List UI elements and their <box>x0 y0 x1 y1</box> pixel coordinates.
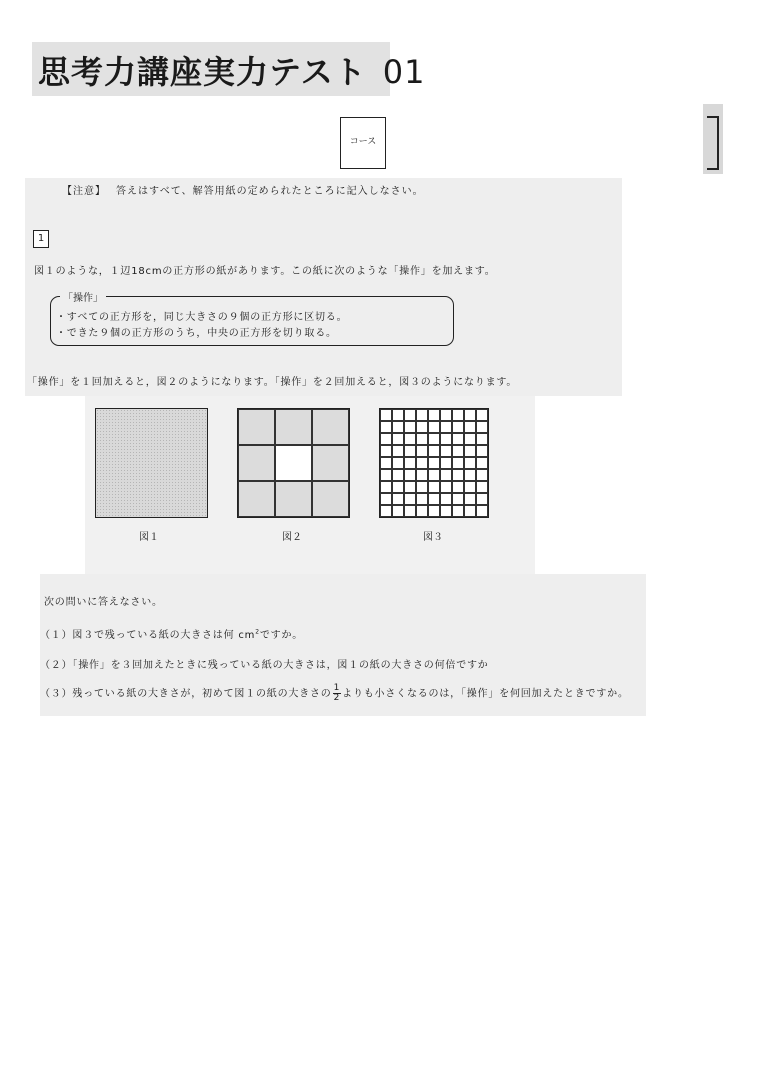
grid-cell <box>440 421 452 433</box>
grid-cell <box>380 505 392 517</box>
grid-cell <box>440 469 452 481</box>
fraction-numerator: 1 <box>333 683 341 693</box>
question-3-before: （３）残っている紙の大きさが，初めて図１の紙の大きさの <box>40 688 332 700</box>
grid-cell <box>428 481 440 493</box>
grid-cell <box>452 481 464 493</box>
grid-cell <box>464 421 476 433</box>
figure-2 <box>237 408 350 518</box>
edge-bracket-box <box>703 104 723 174</box>
grid-cell <box>404 421 416 433</box>
grid-cell <box>380 409 392 421</box>
grid-cell <box>238 445 275 481</box>
grid-cell <box>416 421 428 433</box>
question-2: （２）「操作」を３回加えたときに残っている紙の大きさは，図１の紙の大きさの何倍ですか <box>40 660 489 671</box>
grid-cell <box>476 445 488 457</box>
operation-item-1: ・すべての正方形を，同じ大きさの９個の正方形に区切る。 <box>56 312 348 323</box>
grid-cell <box>428 433 440 445</box>
grid-cell <box>380 469 392 481</box>
grid-cell <box>416 469 428 481</box>
grid-cell <box>312 481 349 517</box>
question-3-after: よりも小さくなるのは，「操作」を何回加えたときですか。 <box>342 688 629 700</box>
course-box <box>340 117 386 169</box>
grid-cell <box>392 433 404 445</box>
question-1-prefix: （１）図３で残っている紙の大きさは何 cm <box>40 630 256 641</box>
grid-cell <box>404 481 416 493</box>
grid-cell <box>392 469 404 481</box>
grid-cell <box>464 493 476 505</box>
grid-cell <box>380 433 392 445</box>
grid-cell <box>392 445 404 457</box>
grid-cell <box>404 493 416 505</box>
grid-cell <box>428 409 440 421</box>
grid-cell <box>416 493 428 505</box>
grid-cell <box>452 433 464 445</box>
grid-cell <box>392 493 404 505</box>
title-text: 思考力講座実力テスト <box>38 53 367 91</box>
grid-cell <box>476 457 488 469</box>
grid-cell <box>238 481 275 517</box>
grid-cell <box>392 457 404 469</box>
grid-cell <box>464 457 476 469</box>
figure-1-caption: 図１ <box>139 532 159 543</box>
grid-cell <box>428 493 440 505</box>
question-1 <box>40 626 303 641</box>
grid-cell <box>428 445 440 457</box>
grid-cell <box>476 433 488 445</box>
grid-cell <box>440 409 452 421</box>
scan-shading-1 <box>25 178 622 396</box>
grid-cell <box>392 481 404 493</box>
question-prompt: 次の問いに答えなさい。 <box>44 597 163 608</box>
grid-cell <box>416 505 428 517</box>
grid-cell <box>380 421 392 433</box>
grid-cell <box>440 433 452 445</box>
grid-cell <box>464 445 476 457</box>
grid-cell <box>464 505 476 517</box>
grid-cell <box>404 445 416 457</box>
grid-cell <box>476 505 488 517</box>
grid-cell <box>416 445 428 457</box>
page-title <box>38 52 425 92</box>
question-1-suffix: ですか。 <box>259 630 304 641</box>
grid-cell <box>275 481 312 517</box>
grid-cell <box>452 505 464 517</box>
grid-cell <box>464 481 476 493</box>
grid-cell <box>416 409 428 421</box>
grid-cell <box>464 433 476 445</box>
explain-text: 「操作」を１回加えると，図２のようになります。「操作」を２回加えると，図３のようになります。 <box>27 377 518 388</box>
grid-cell <box>476 409 488 421</box>
grid-cell <box>428 457 440 469</box>
grid-cell <box>476 469 488 481</box>
grid-cell <box>392 409 404 421</box>
question-number: 1 <box>33 230 49 248</box>
operation-title: 「操作」 <box>60 289 106 304</box>
grid-cell <box>476 493 488 505</box>
instruction-note <box>62 182 424 197</box>
grid-cell <box>452 469 464 481</box>
grid-cell <box>275 409 312 445</box>
grid-cell <box>452 421 464 433</box>
grid-cell <box>380 493 392 505</box>
intro-text: 図１のような，１辺18cmの正方形の紙があります。この紙に次のような「操作」を加えます。 <box>34 266 496 277</box>
grid-cell <box>440 505 452 517</box>
grid-cell <box>464 409 476 421</box>
fraction-denominator: 2 <box>333 693 341 703</box>
grid-cell <box>428 421 440 433</box>
half-fraction <box>333 684 342 703</box>
grid-cell <box>416 481 428 493</box>
grid-cell <box>476 481 488 493</box>
grid-cell <box>392 505 404 517</box>
course-label: コース <box>349 137 377 147</box>
note-text: 答えはすべて、解答用紙の定められたところに記入しなさい。 <box>116 186 424 197</box>
grid-cell <box>312 409 349 445</box>
note-label: 【注意】 <box>62 186 106 197</box>
grid-cell <box>428 505 440 517</box>
grid-cell <box>452 457 464 469</box>
grid-cell <box>452 493 464 505</box>
grid-cell <box>464 469 476 481</box>
grid-cell <box>452 409 464 421</box>
bracket-mark <box>707 116 719 170</box>
figure-3 <box>379 408 489 518</box>
grid-cell <box>440 481 452 493</box>
grid-cell <box>440 457 452 469</box>
grid-cell <box>440 493 452 505</box>
grid-cell <box>404 469 416 481</box>
grid-cell <box>428 469 440 481</box>
grid-cell <box>380 481 392 493</box>
grid-cell <box>238 409 275 445</box>
grid-cell <box>476 421 488 433</box>
question-3 <box>40 684 629 703</box>
grid-cell <box>440 445 452 457</box>
grid-cell <box>392 421 404 433</box>
operation-item-2: ・できた９個の正方形のうち，中央の正方形を切り取る。 <box>56 328 337 339</box>
grid-cell <box>275 445 312 481</box>
grid-cell <box>416 433 428 445</box>
question-1-unit-sup: 2 <box>255 628 260 636</box>
grid-cell <box>380 445 392 457</box>
grid-cell <box>404 505 416 517</box>
figure-3-caption: 図３ <box>423 532 443 543</box>
figure-1 <box>95 408 208 518</box>
grid-cell <box>452 445 464 457</box>
grid-cell <box>404 457 416 469</box>
grid-cell <box>404 433 416 445</box>
grid-cell <box>416 457 428 469</box>
grid-cell <box>380 457 392 469</box>
grid-cell <box>404 409 416 421</box>
grid-cell <box>312 445 349 481</box>
title-number: 01 <box>382 53 426 91</box>
figure-2-caption: 図２ <box>282 532 302 543</box>
